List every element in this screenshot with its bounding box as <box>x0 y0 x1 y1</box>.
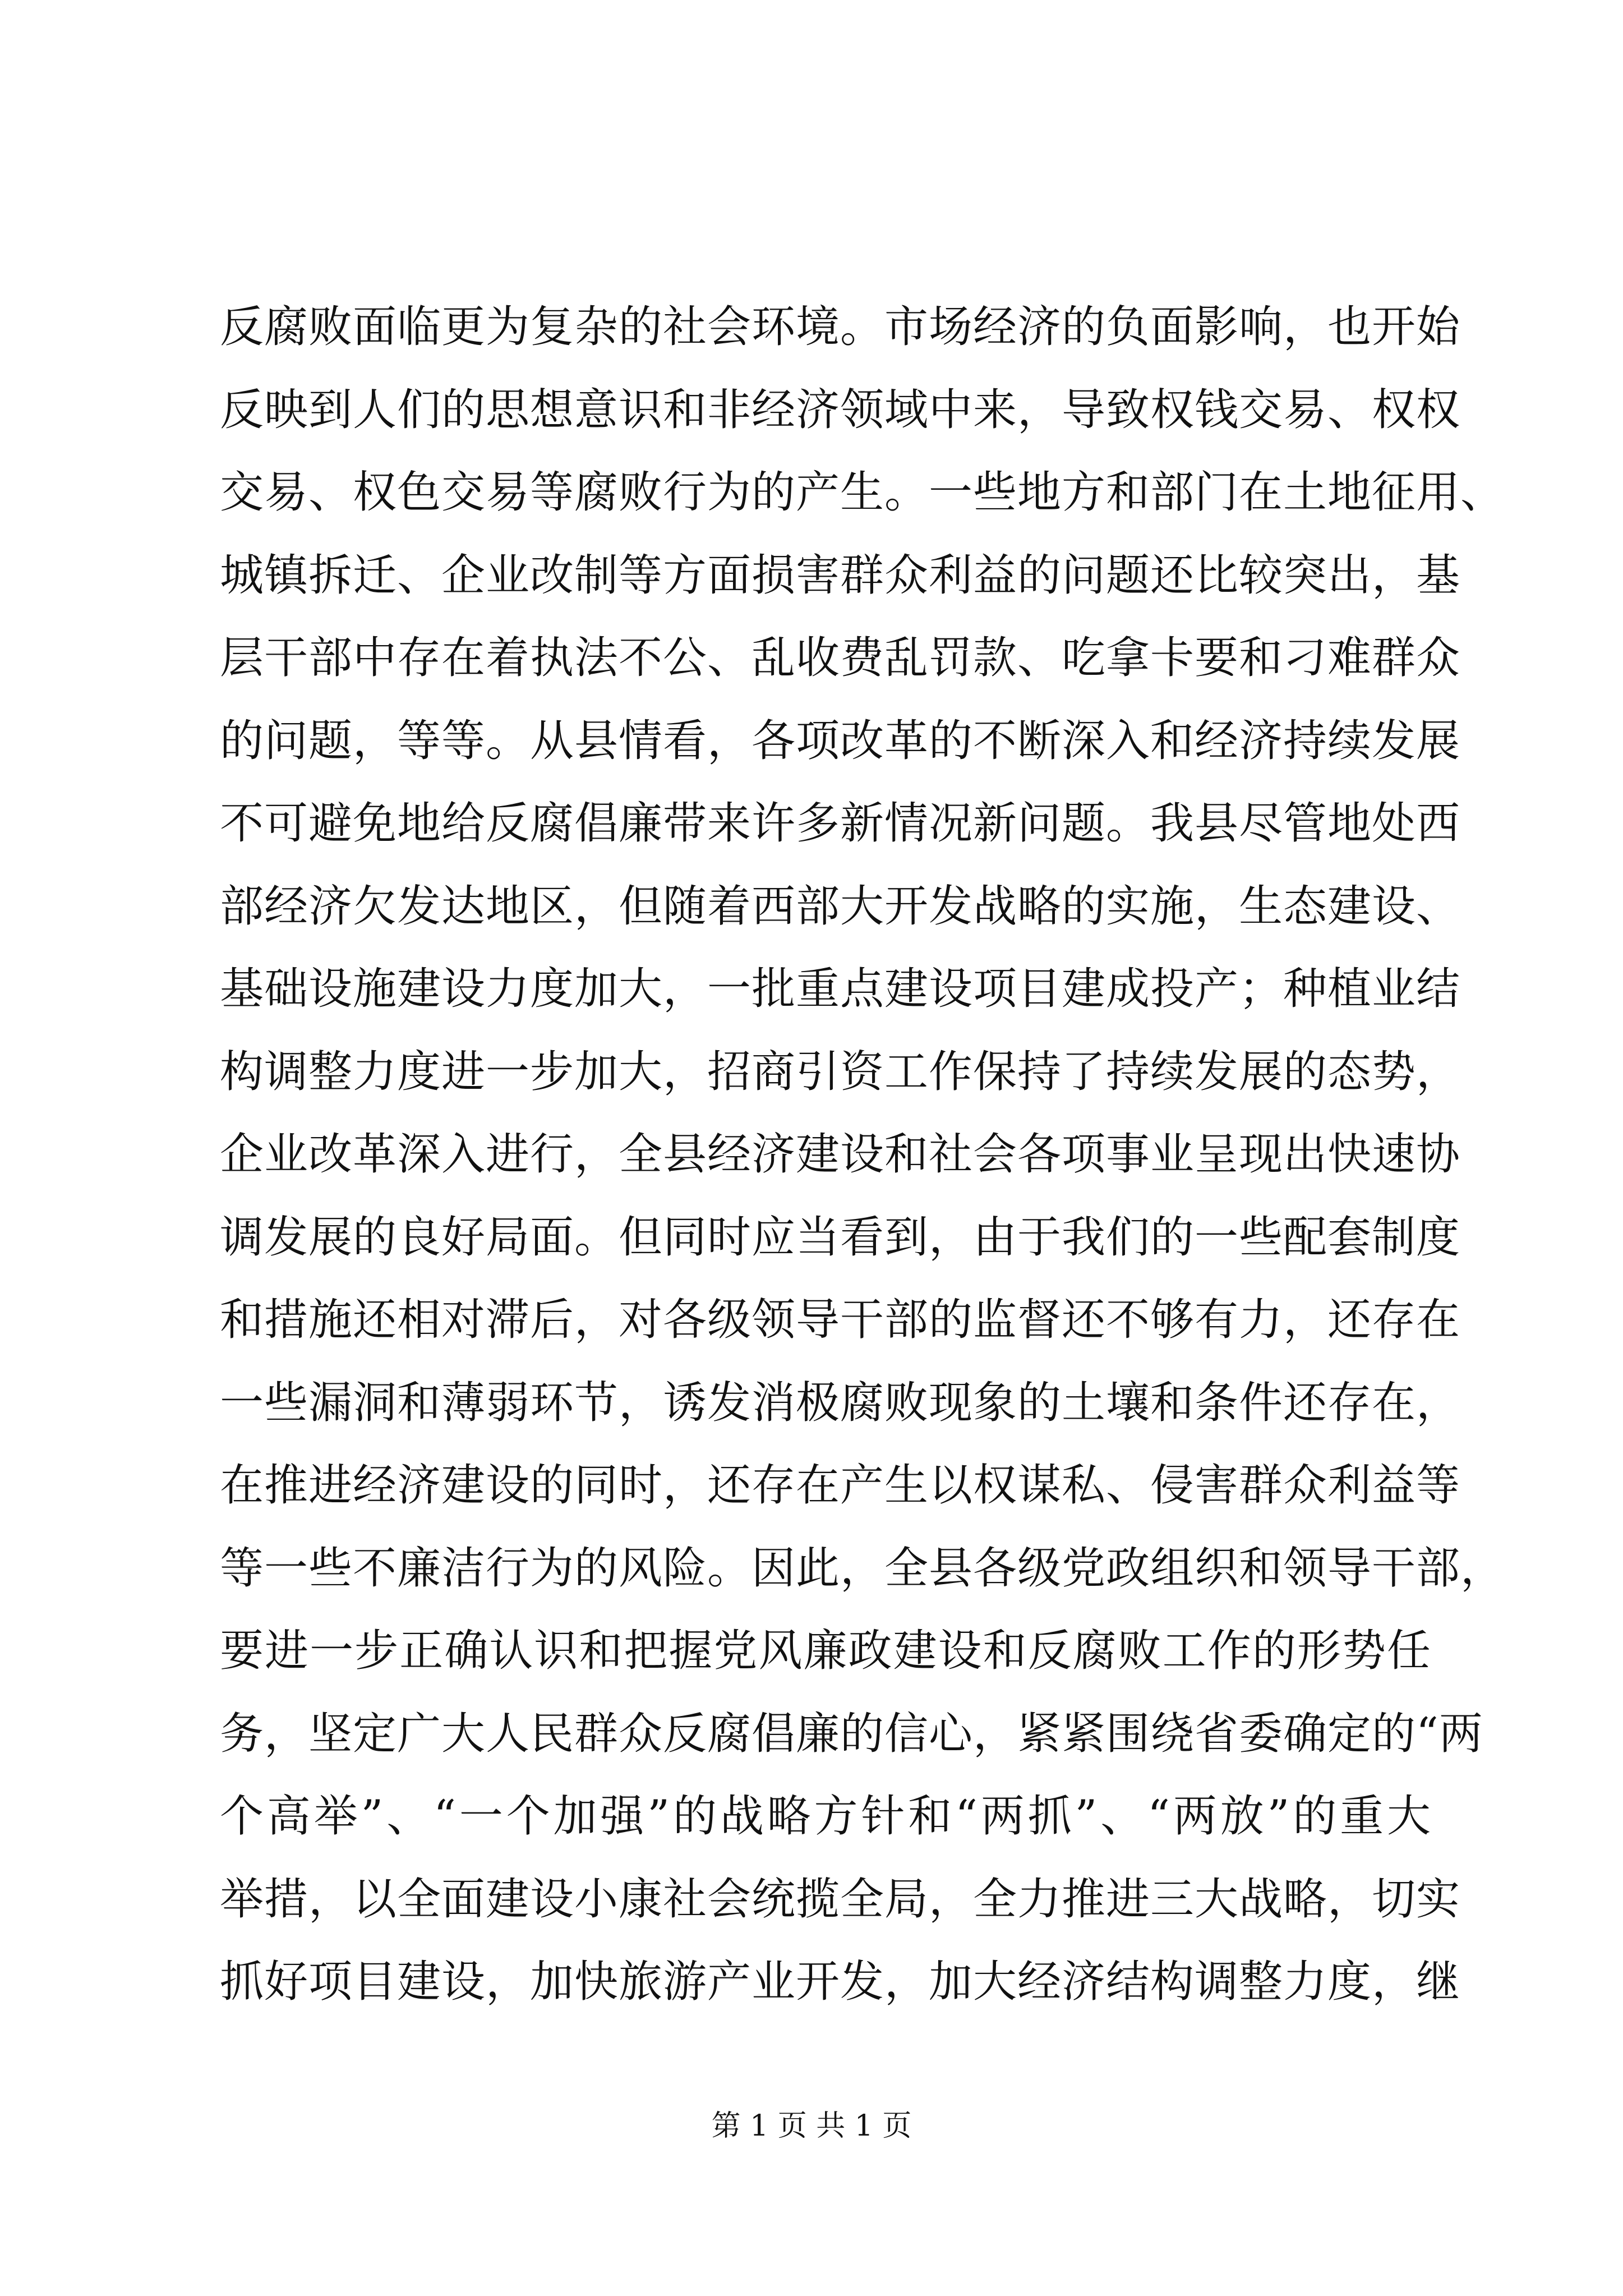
text-line: 的问题，等等。从县情看，各项改革的不断深入和经济持续发展 <box>220 715 1461 766</box>
text-line: 反映到人们的思想意识和非经济领域中来，导致权钱交易、权权 <box>220 384 1461 435</box>
text-line: 抓好项目建设，加快旅游产业开发，加大经济结构调整力度，继 <box>220 1957 1461 2007</box>
text-line: 要进一步正确认识和把握党风廉政建设和反腐败工作的形势任 <box>220 1626 1431 1676</box>
text-line: 在推进经济建设的同时，还存在产生以权谋私、侵害群众利益等 <box>220 1460 1461 1511</box>
text-line: 务，坚定广大人民群众反腐倡廉的信心，紧紧围绕省委确定的“两 <box>220 1708 1483 1759</box>
text-line: 反腐败面临更为复杂的社会环境。市场经济的负面影响，也开始 <box>220 302 1461 352</box>
text-line: 层干部中存在着执法不公、乱收费乱罚款、吃拿卡要和刁难群众 <box>220 633 1461 683</box>
text-line: 等一些不廉洁行为的风险。因此，全县各级党政组织和领导干部， <box>220 1543 1505 1594</box>
text-line: 城镇拆迁、企业改制等方面损害群众利益的问题还比较突出，基 <box>220 550 1461 601</box>
text-line: 构调整力度进一步加大，招商引资工作保持了持续发展的态势， <box>220 1046 1461 1097</box>
text-line: 个高举”、“一个加强”的战略方针和“两抓”、“两放”的重大 <box>220 1791 1431 1842</box>
body-paragraph <box>220 296 1505 2034</box>
text-line: 调发展的良好局面。但同时应当看到，由于我们的一些配套制度 <box>220 1212 1461 1263</box>
text-line: 交易、权色交易等腐败行为的产生。一些地方和部门在土地征用、 <box>220 467 1505 518</box>
text-line: 和措施还相对滞后，对各级领导干部的监督还不够有力，还存在 <box>220 1295 1461 1345</box>
text-line: 举措，以全面建设小康社会统揽全局，全力推进三大战略，切实 <box>220 1874 1461 1925</box>
text-line: 不可避免地给反腐倡廉带来许多新情况新问题。我县尽管地处西 <box>220 798 1461 849</box>
text-line: 基础设施建设力度加大，一批重点建设项目建成投产；种植业结 <box>220 964 1461 1014</box>
text-line: 部经济欠发达地区，但随着西部大开发战略的实施，生态建设、 <box>220 881 1461 932</box>
text-line: 企业改革深入进行，全县经济建设和社会各项事业呈现出快速协 <box>220 1129 1461 1180</box>
page-footer: 第 1 页 共 1 页 <box>711 2109 912 2143</box>
text-line: 一些漏洞和薄弱环节，诱发消极腐败现象的土壤和条件还存在， <box>220 1377 1461 1428</box>
